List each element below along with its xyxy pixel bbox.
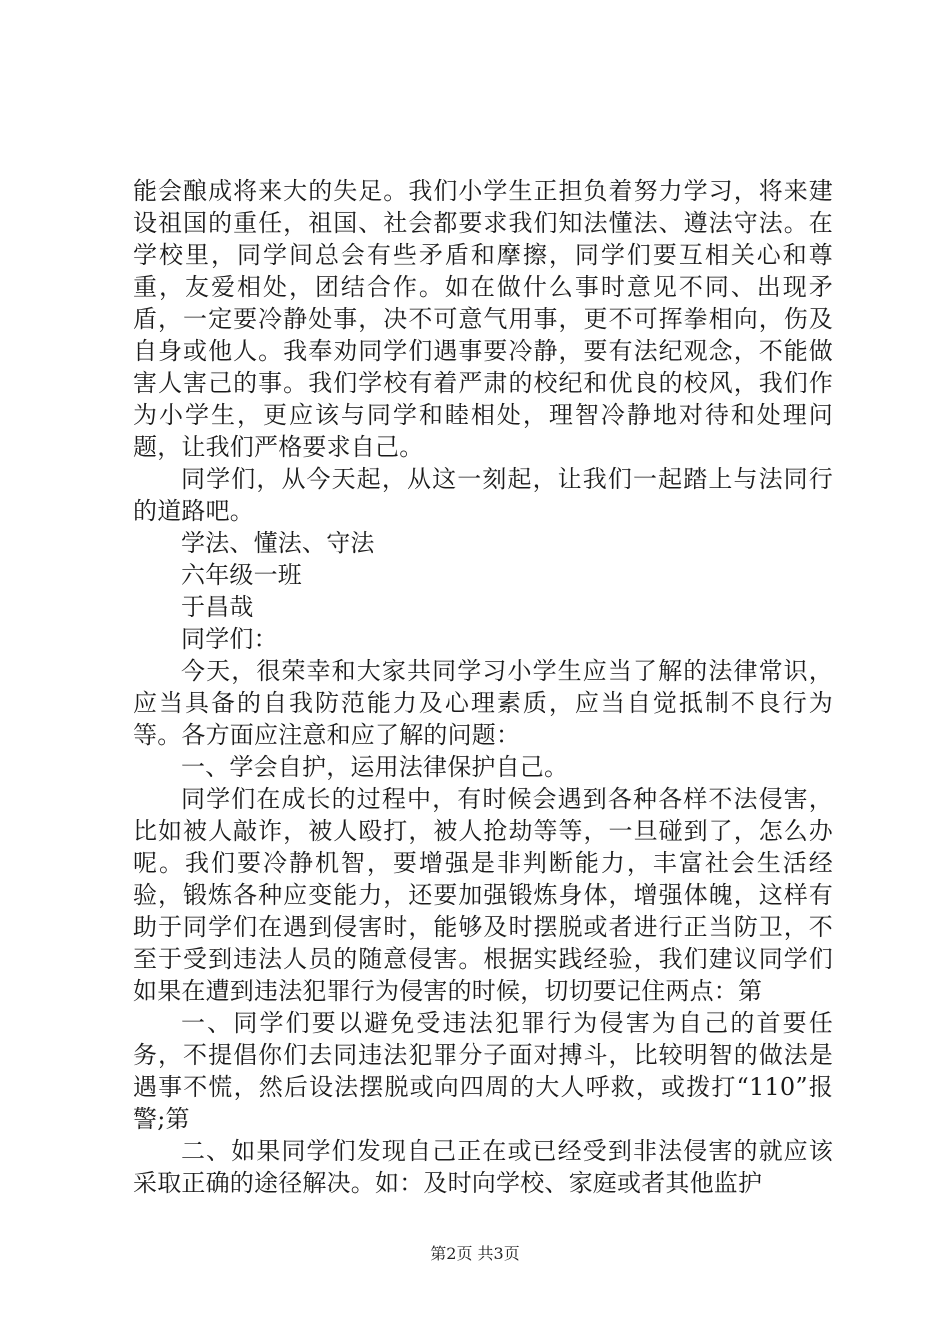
document-body [133,175,833,1199]
paragraph-point-heading: 一、学会自护，运用法律保护自己。 [181,753,569,781]
page-number-footer: 第2页 共3页 [430,1244,520,1263]
paragraph-2: 同学们，从今天起，从这一刻起，让我们一起踏上与法同行的道路吧。 [133,465,833,525]
paragraph-intro: 今天，很荣幸和大家共同学习小学生应当了解的法律常识，应当具备的自我防范能力及心理素质，应当自觉抵制不良行为等。各方面应注意和应了解的问题： [133,657,833,749]
paragraph-body-2: 一、同学们要以避免受违法犯罪行为侵害为自己的首要任务，不提倡你们去同违法犯罪分子面对搏斗，比较明智的做法是遇事不慌，然后设法摆脱或向四周的大人呼救，或拨打“110”报警;第 [133,1009,833,1133]
paragraph-1: 能会酿成将来大的失足。我们小学生正担负着努力学习，将来建设祖国的重任，祖国、社会都要求我们知法懂法、遵法守法。在学校里，同学间总会有些矛盾和摩擦，同学们要互相关心和尊重，友爱相处，团结合作。如在做什么事时意见不同、出现矛盾，一定要冷静处事，决不可意气用事，更不可挥拳相向，伤及自身或他人。我奉劝同学们遇事要冷静，要有法纪观念，不能做害人害己的事。我们学校有着严肃的校纪和优良的校风，我们作为小学生，更应该与同学和睦相处，理智冷静地对待和处理问题，让我们严格要求自己。 [133,177,833,461]
class-name: 六年级一班 [181,561,302,589]
section-heading: 学法、懂法、守法 [181,529,375,557]
salutation: 同学们： [181,625,278,653]
author-name: 于昌哉 [181,593,254,621]
paragraph-body-1: 同学们在成长的过程中，有时候会遇到各种各样不法侵害，比如被人敲诈，被人殴打，被人抢劫等等，一旦碰到了，怎么办呢。我们要冷静机智，要增强是非判断能力，丰富社会生活经验，锻炼各种应变能力，还要加强锻炼身体，增强体魄，这样有助于同学们在遇到侵害时，能够及时摆脱或者进行正当防卫，不至于受到违法人员的随意侵害。根据实践经验，我们建议同学们如果在遭到违法犯罪行为侵害的时候，切切要记住两点：第 [133,785,833,1005]
paragraph-body-3: 二、如果同学们发现自己正在或已经受到非法侵害的就应该采取正确的途径解决。如：及时向学校、家庭或者其他监护 [133,1137,833,1197]
